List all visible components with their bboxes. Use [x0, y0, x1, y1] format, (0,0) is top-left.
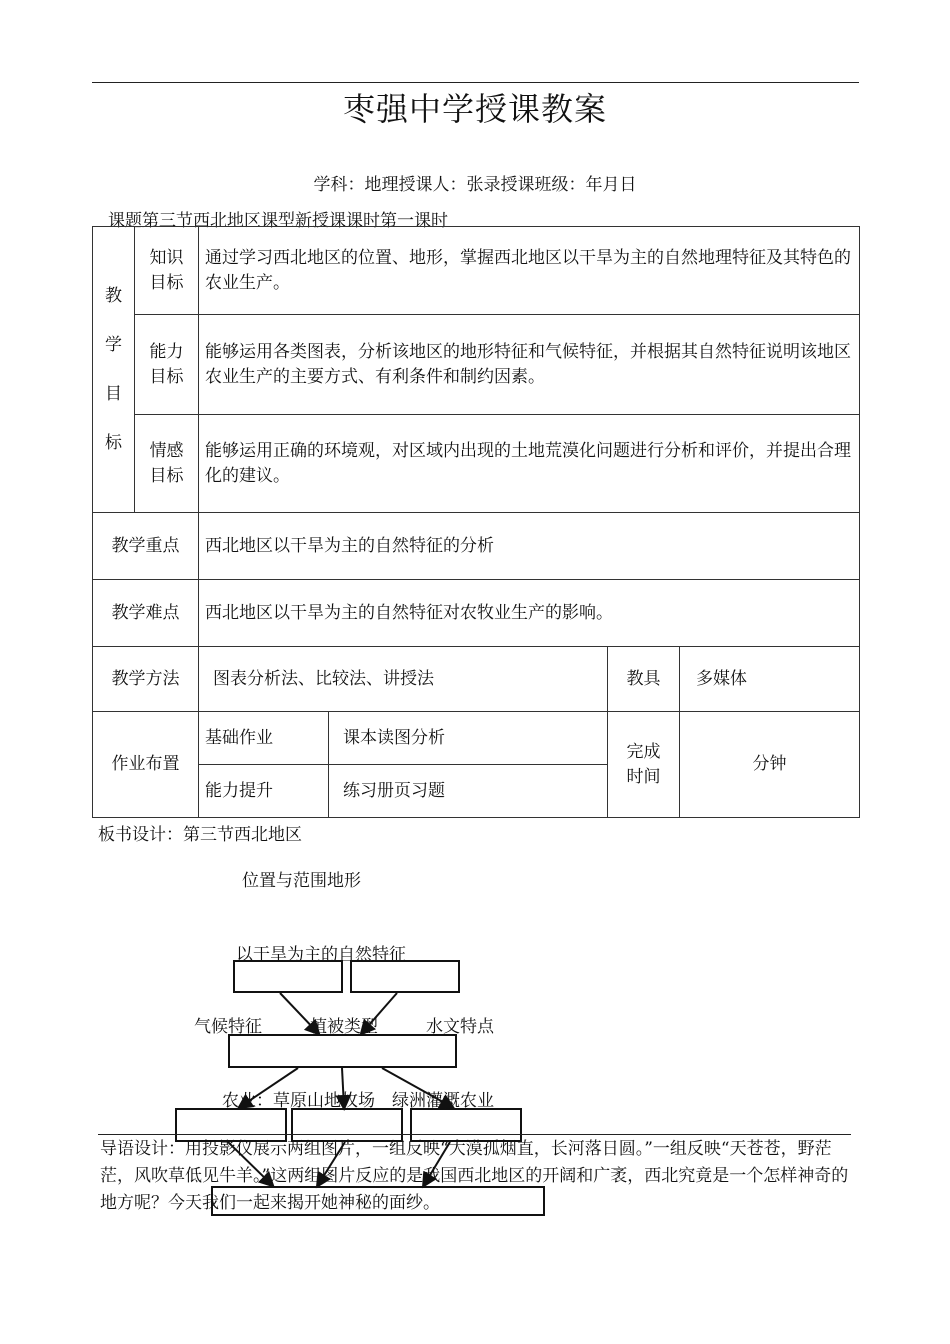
topic-line: 课题第三节西北地区课型新授课课时第一课时 [108, 211, 448, 231]
board-line-features: 以干旱为主的自然特征 [236, 945, 406, 965]
method-label: 教学方法 [93, 647, 199, 712]
tools-label: 教具 [608, 647, 680, 712]
homework-type-advanced: 能力提升 [199, 765, 329, 818]
objective-label-ability: 能力 目标 [135, 315, 199, 415]
board-climate: 气候特征 [194, 1017, 262, 1037]
board-line-location: 位置与范围地形 [242, 871, 361, 891]
homework-content-advanced: 练习册页习题 [329, 765, 608, 818]
objective-text-knowledge: 通过学习西北地区的位置、地形，掌握西北地区以干旱为主的自然地理特征及其特色的农业生产。 [199, 227, 860, 315]
meta-line: 学科：地理授课人：张录授课班级：年月日 [313, 175, 637, 195]
key-point-label: 教学重点 [93, 513, 199, 580]
time-value: 分钟 [680, 712, 860, 818]
homework-label: 作业布置 [93, 712, 199, 818]
page-title: 枣强中学授课教案 [342, 90, 607, 128]
objective-text-ability: 能够运用各类图表，分析该地区的地形特征和气候特征，并根据其自然特征说明该地区农业生产的主要方式、有利条件和制约因素。 [199, 315, 860, 415]
board-vegetation: 植被类型 [310, 1017, 378, 1037]
key-point-text: 西北地区以干旱为主的自然特征的分析 [199, 513, 860, 580]
board-design-label: 板书设计：第三节西北地区 [98, 825, 302, 845]
time-label: 完成 时间 [608, 712, 680, 818]
tools-value: 多媒体 [680, 647, 860, 712]
board-agriculture: 农业：草原山地牧场 绿洲灌溉农业 [222, 1091, 494, 1111]
board-hydrology: 水文特点 [426, 1017, 494, 1037]
intro-rule [98, 1134, 851, 1135]
difficulty-label: 教学难点 [93, 580, 199, 647]
homework-type-basic: 基础作业 [199, 712, 329, 765]
intro-paragraph: 导语设计：用投影仪展示两组图片，一组反映“大漠孤烟直，长河落日圆。”一组反映“天苍苍，野茫茫，风吹草低见牛羊。”这两组图片反应的是我国西北地区的开阔和广袤，西北究竟是一个怎样神奇的地方呢？今天我们一起来揭开她神秘的面纱。 [100, 1139, 849, 1213]
difficulty-text: 西北地区以干旱为主的自然特征对农牧业生产的影响。 [199, 580, 860, 647]
homework-content-basic: 课本读图分析 [329, 712, 608, 765]
objective-label-knowledge: 知识 目标 [135, 227, 199, 315]
method-text: 图表分析法、比较法、讲授法 [199, 647, 608, 712]
objective-label-emotion: 情感 目标 [135, 415, 199, 513]
objectives-group-label: 教 学 目 标 [93, 227, 135, 513]
objective-text-emotion: 能够运用正确的环境观，对区域内出现的土地荒漠化问题进行分析和评价，并提出合理化的建议。 [199, 415, 860, 513]
